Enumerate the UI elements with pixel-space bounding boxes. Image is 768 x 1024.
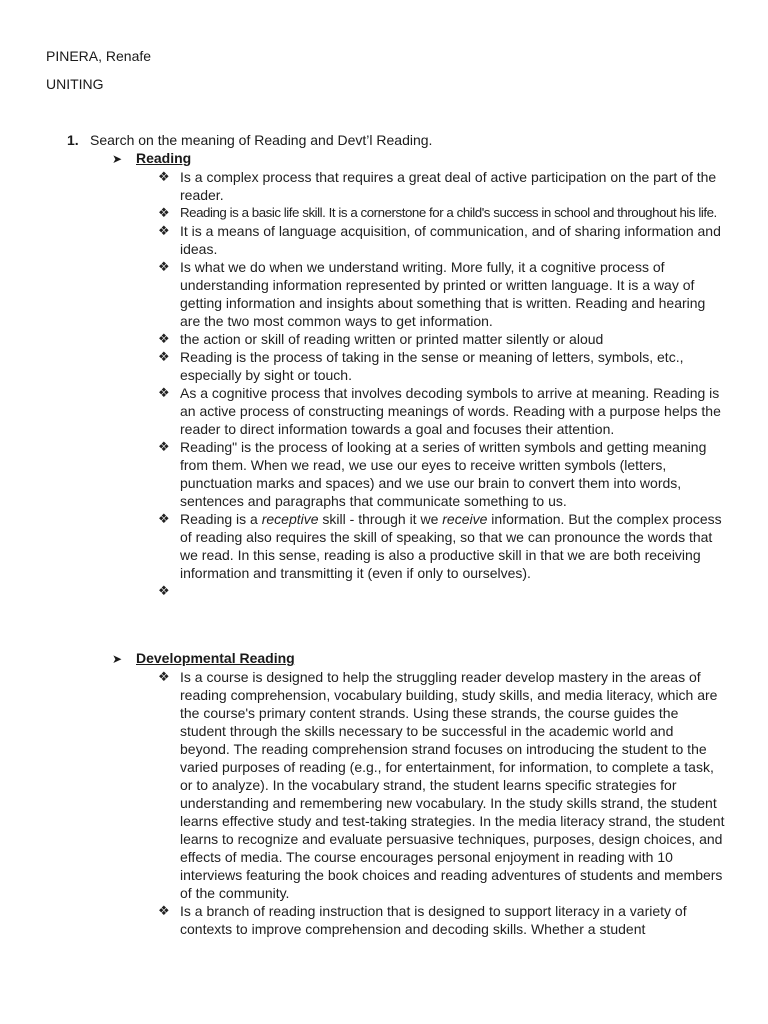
diamond-bullet-icon: ❖ bbox=[158, 669, 170, 684]
reading-heading bbox=[112, 150, 732, 168]
list-item: ❖ Reading" is the process of looking at a series of written symbols and getting meaning from them. When we read, we use our eyes to receive written symbols (letters, punctuation marks and spaces) and we use our brain to convert them into words, sentences and paragraphs that communicate something to us. bbox=[158, 439, 707, 509]
diamond-bullet-icon: ❖ bbox=[158, 511, 170, 526]
reading-definitions-list bbox=[112, 168, 732, 600]
diamond-bullet-icon: ❖ bbox=[158, 385, 170, 400]
list-item: ❖ Is a course is designed to help the struggling reader develop mastery in the areas of reading comprehension, vocabulary building, study skills, and media literacy, which are the course's primary content strands. Using these strands, the course guides the student through the skills necessary to be successful in the academic world and beyond. The reading comprehension strand focuses on introducing the student to the varied purposes of reading (e.g., for entertainment, for information, to complete a task, or to analyze). In the vocabulary strand, the student learns specific strategies for understanding and remembering new vocabulary. In the study skills strand, the student learns effective study and test-taking strategies. In the media literacy strand, the student learns to recognize and evaluate persuasive techniques, purposes, design choices, and effects of media. The course encourages personal enjoyment in reading with 10 interviews featuring the book choices and reading adventures of students and members of the community. bbox=[158, 669, 725, 901]
question-text: Search on the meaning of Reading and Devt’l Reading. bbox=[90, 132, 433, 148]
section-name: UNITING bbox=[46, 76, 104, 92]
list-item: ❖ the action or skill of reading written or printed matter silently or aloud bbox=[158, 331, 604, 347]
question-number: 1. bbox=[67, 132, 79, 148]
list-item: ❖ Is what we do when we understand writing. More fully, it a cognitive process of understanding information represented by printed or written language. It is a way of getting information and insights about something that is written. Reading and hearing are the two most common ways to get information. bbox=[158, 259, 706, 329]
diamond-bullet-icon: ❖ bbox=[158, 903, 170, 918]
list-item: ❖ Reading is a receptive skill - through it we receive information. But the complex process of reading also requires the skill of speaking, so that we can pronounce the words that we read. In this sense, reading is also a productive skill in that we are both receiving information and transmitting it (even if only to ourselves). bbox=[158, 511, 722, 581]
list-item: ❖ Is a branch of reading instruction that is designed to support literacy in a variety of contexts to improve comprehension and decoding skills. Whether a student bbox=[158, 903, 687, 937]
author-name: PINERA, Renafe bbox=[46, 48, 152, 64]
developmental-reading-heading bbox=[112, 650, 732, 668]
developmental-reading-title: Developmental Reading bbox=[136, 650, 295, 666]
list-item: ❖ Is a complex process that requires a great deal of active participation on the part of the reader. bbox=[158, 169, 717, 203]
list-item: ❖ It is a means of language acquisition, of communication, and of sharing information and ideas. bbox=[158, 223, 721, 257]
question-1 bbox=[67, 132, 432, 148]
arrow-bullet-icon: ➤ bbox=[112, 652, 123, 666]
arrow-bullet-icon: ➤ bbox=[112, 152, 123, 166]
diamond-bullet-icon: ❖ bbox=[158, 583, 170, 598]
diamond-bullet-icon: ❖ bbox=[158, 205, 170, 220]
diamond-bullet-icon: ❖ bbox=[158, 223, 170, 238]
diamond-bullet-icon: ❖ bbox=[158, 169, 170, 184]
diamond-bullet-icon: ❖ bbox=[158, 259, 170, 274]
list-item: ❖ Reading is the process of taking in the sense or meaning of letters, symbols, etc., especially by sight or touch. bbox=[158, 349, 684, 383]
list-item: ❖ As a cognitive process that involves decoding symbols to arrive at meaning. Reading is an active process of constructing meanings of words. Reading with a purpose helps the reader to direct information towards a goal and focuses their attention. bbox=[158, 385, 721, 437]
reading-section bbox=[112, 150, 732, 600]
diamond-bullet-icon: ❖ bbox=[158, 439, 170, 454]
developmental-definitions-list bbox=[112, 668, 732, 938]
list-item-empty bbox=[112, 582, 732, 600]
diamond-bullet-icon: ❖ bbox=[158, 331, 170, 346]
diamond-bullet-icon: ❖ bbox=[158, 349, 170, 364]
list-item: ❖ Reading is a basic life skill. It is a cornerstone for a child's success in school and throughout his life. bbox=[158, 205, 717, 220]
developmental-reading-section bbox=[112, 650, 732, 938]
reading-title: Reading bbox=[136, 150, 192, 166]
